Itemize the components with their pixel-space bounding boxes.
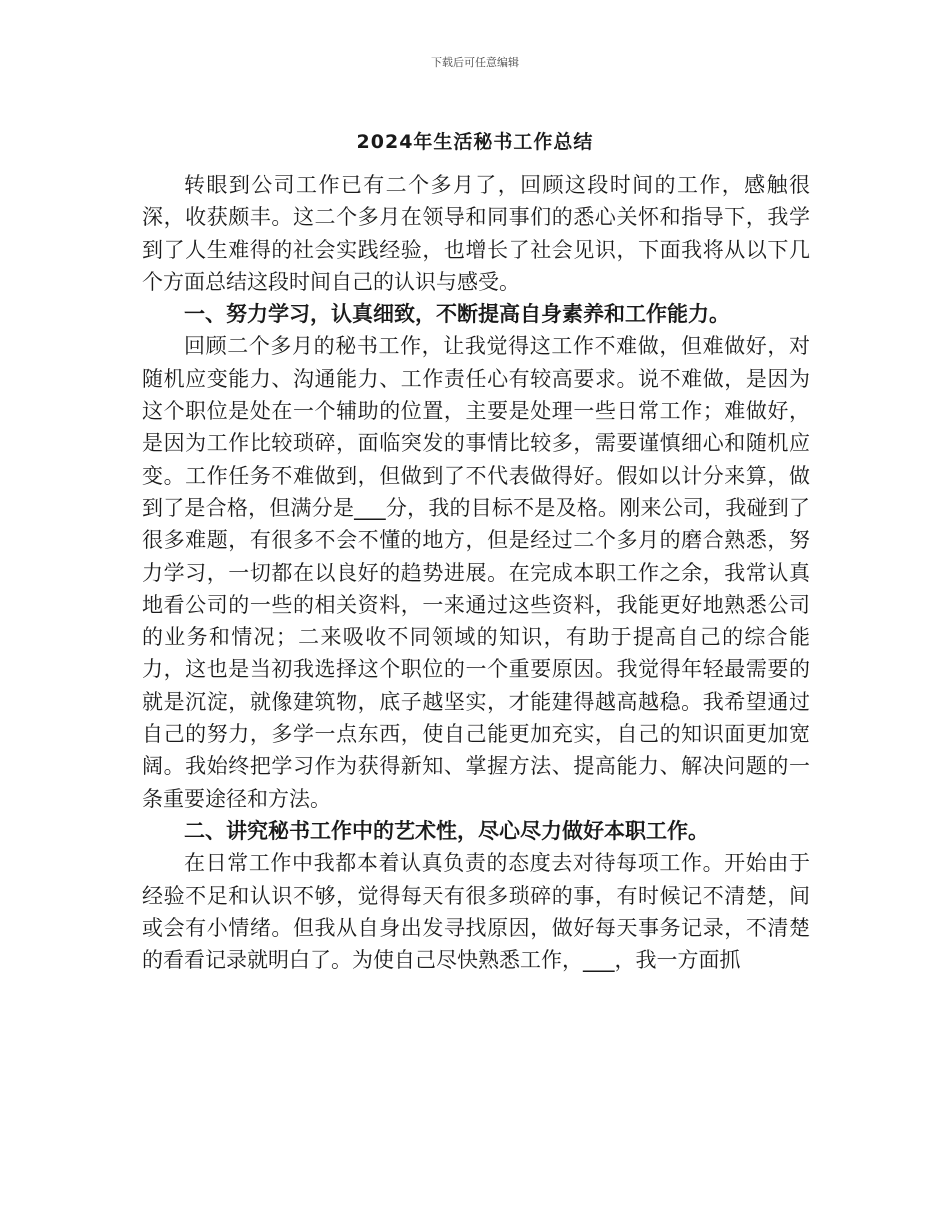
- document-title: 2024年生活秘书工作总结: [356, 131, 594, 153]
- section-heading-2: 二、讲究秘书工作中的艺术性，尽心尽力做好本职工作。: [184, 818, 709, 843]
- document-body: [142, 169, 810, 976]
- header-note: 下载后可任意编辑: [431, 56, 519, 69]
- paragraph-intro: 转眼到公司工作已有二个多月了，回顾这段时间的工作，感触很深，收获颇丰。这二个多月在领导和同事们的悉心关怀和指导下，我学到了人生难得的社会实践经验，也增长了社会见识，下面我将从以下几个方面总结这段时间自己的认识与感受。: [142, 173, 810, 294]
- paragraph-section-2: 在日常工作中我都本着认真负责的态度去对待每项工作。开始由于经验不足和认识不够，觉得每天有很多琐碎的事，有时候记不清楚，间或会有小情绪。但我从自身出发寻找原因，做好每天事务记录，不清楚的看看记录就明白了。为使自己尽快熟悉工作，___，我一方面抓: [142, 851, 810, 973]
- paragraph-section-1: 回顾二个多月的秘书工作，让我觉得这工作不难做，但难做好，对随机应变能力、沟通能力、工作责任心有较高要求。说不难做，是因为这个职位是处在一个辅助的位置，主要是处理一些日常工作；难做好，是因为工作比较琐碎，面临突发的事情比较多，需要谨慎细心和随机应变。工作任务不难做到，但做到了不代表做得好。假如以计分来算，做到了是合格，但满分是___分，我的目标不是及格。刚来公司，我碰到了很多难题，有很多不会不懂的地方，但是经过二个多月的磨合熟悉，努力学习，一切都在以良好的趋势进展。在完成本职工作之余，我常认真地看公司的一些的相关资料，一来通过这些资料，我能更好地熟悉公司的业务和情况；二来吸收不同领域的知识，有助于提高自己的综合能力，这也是当初我选择这个职位的一个重要原因。我觉得年轻最需要的就是沉淀，就像建筑物，底子越坚实，才能建得越高越稳。我希望通过自己的努力，多学一点东西，使自己能更加充实，自己的知识面更加宽阔。我始终把学习作为获得新知、掌握方法、提高能力、解决问题的一条重要途径和方法。: [142, 334, 810, 811]
- section-heading-1: 一、努力学习，认真细致，不断提高自身素养和工作能力。: [184, 302, 730, 327]
